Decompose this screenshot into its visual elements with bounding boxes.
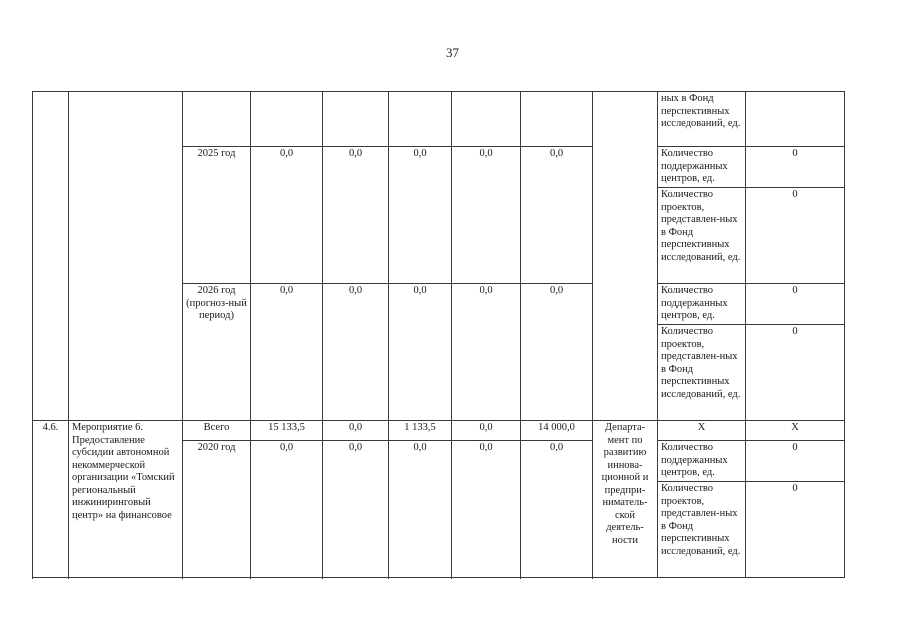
indicator-value-cell: 0 xyxy=(746,441,845,482)
year-cell: 2020 год xyxy=(183,441,251,578)
number-cell xyxy=(33,92,69,421)
value-cell: 0,0 xyxy=(323,421,389,441)
table-row xyxy=(33,421,845,441)
indicator-name-cell: Количество проектов, представлен-ных в Фонд перспективных исследований, ед. xyxy=(658,325,746,421)
value-cell: 0,0 xyxy=(452,421,521,441)
value-cell: 0,0 xyxy=(389,284,452,421)
value-cell xyxy=(389,92,452,147)
value-cell: 0,0 xyxy=(251,147,323,284)
page-number: 37 xyxy=(446,45,459,60)
activity-name-cell xyxy=(69,92,183,421)
value-cell xyxy=(323,92,389,147)
year-cell xyxy=(183,92,251,147)
indicator-value-cell: X xyxy=(746,421,845,441)
indicator-name-cell: Количество проектов, представлен-ных в Фонд перспективных исследований, ед. xyxy=(658,188,746,284)
value-cell: 1 133,5 xyxy=(389,421,452,441)
value-cell: 0,0 xyxy=(251,284,323,421)
value-cell: 0,0 xyxy=(323,147,389,284)
year-cell: 2026 год (прогноз-ный период) xyxy=(183,284,251,421)
value-cell xyxy=(452,92,521,147)
value-cell: 0,0 xyxy=(323,441,389,578)
program-activities-table xyxy=(32,91,845,578)
value-cell: 0,0 xyxy=(521,284,593,421)
number-cell: 4.6. xyxy=(33,421,69,578)
value-cell: 0,0 xyxy=(452,284,521,421)
indicator-value-cell xyxy=(746,92,845,147)
table-row xyxy=(33,92,845,147)
executor-cell xyxy=(593,92,658,421)
indicator-name-cell: Количество поддержанных центров, ед. xyxy=(658,441,746,482)
indicator-value-cell: 0 xyxy=(746,325,845,421)
value-cell: 14 000,0 xyxy=(521,421,593,441)
value-cell: 0,0 xyxy=(323,284,389,421)
value-cell: 0,0 xyxy=(251,441,323,578)
indicator-value-cell: 0 xyxy=(746,284,845,325)
indicator-name-cell: Количество поддержанных центров, ед. xyxy=(658,147,746,188)
value-cell xyxy=(251,92,323,147)
indicator-name-cell: Количество поддержанных центров, ед. xyxy=(658,284,746,325)
value-cell: 0,0 xyxy=(521,441,593,578)
value-cell: 0,0 xyxy=(389,441,452,578)
indicator-value-cell: 0 xyxy=(746,147,845,188)
year-cell: 2025 год xyxy=(183,147,251,284)
value-cell: 0,0 xyxy=(389,147,452,284)
activity-name-cell: Мероприятие 6. Предоставление субсидии автономной некоммерческой организации «Томский региональный инжиниринговый центр» на финансовое xyxy=(69,421,183,578)
indicator-name-cell: ных в Фонд перспективных исследований, ед. xyxy=(658,92,746,147)
executor-cell: Департа-мент по развитию иннова-ционной и предпри-ниматель-ской деятель-ности xyxy=(593,421,658,578)
value-cell: 0,0 xyxy=(452,147,521,284)
indicator-name-cell: X xyxy=(658,421,746,441)
year-cell: Всего xyxy=(183,421,251,441)
value-cell: 0,0 xyxy=(452,441,521,578)
indicator-value-cell: 0 xyxy=(746,188,845,284)
value-cell: 15 133,5 xyxy=(251,421,323,441)
value-cell: 0,0 xyxy=(521,147,593,284)
value-cell xyxy=(521,92,593,147)
indicator-value-cell: 0 xyxy=(746,482,845,578)
indicator-name-cell: Количество проектов, представлен-ных в Фонд перспективных исследований, ед. xyxy=(658,482,746,578)
